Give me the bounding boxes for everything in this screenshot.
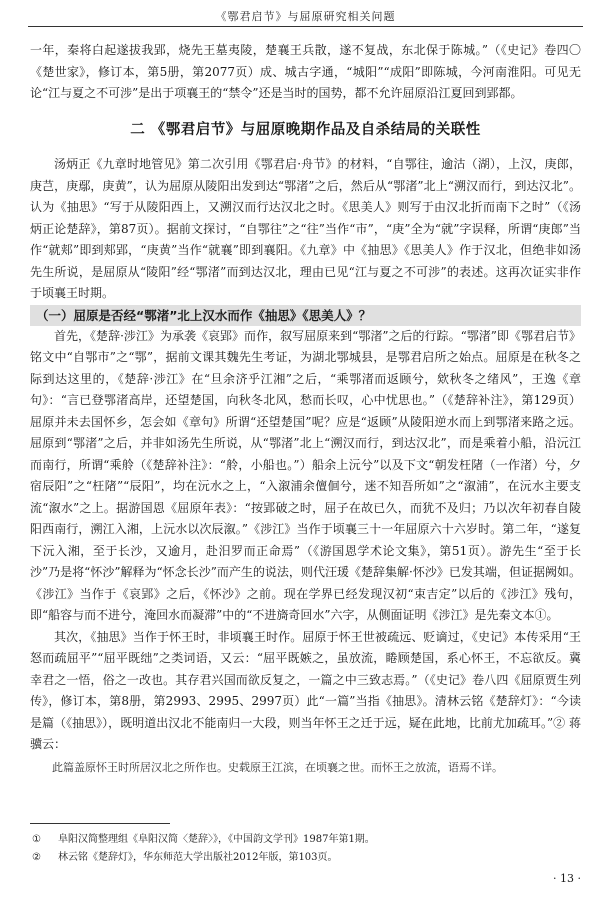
footnote — [32, 849, 572, 867]
footnote-text: 林云铭《楚辞灯》，华东师范大学出版社2012年版，第103页。 — [58, 852, 338, 863]
paragraph: 一年，秦将白起遂拔我郢，烧先王墓夷陵，楚襄王兵散，遂不复战，东北保于陈城。”（《史记》卷四〇《楚世家》，修订本，第5册，第2077页）成、城古字通，“城阳”“成阳”即陈城，今河南淮阳。可见无论“江与夏之不可涉”是出于项襄王的“禁令”还是当时的国势，都不允许屈原沿江夏回到郢都。 — [30, 43, 581, 100]
footnote-text: 阜阳汉简整理组《阜阳汉简〈楚辞〉》，《中国韵文学刊》1987年第1期。 — [58, 834, 375, 845]
block-quote: 此篇盖原怀王时所居汉北之所作也。史载原王江滨，在顷襄之世。而怀王之放流，语焉不详。 — [52, 760, 503, 774]
footnote-mark: ② — [32, 852, 41, 863]
main-text — [30, 40, 581, 778]
section-title: 二 《鄂君启节》与屈原晚期作品及自杀结局的关联性 — [130, 121, 481, 138]
footnote-rule — [30, 823, 170, 824]
footnotes — [32, 831, 572, 867]
paragraph: 其次，《抽思》当作于怀王时，非顷襄王时作。屈原于怀王世被疏远、贬谪过，《史记》本传采用“王怒而疏屈平”“屈平既绌”之类词语，又云：“屈平既嫉之，虽放流，睠顾楚国，系心怀王，不忘欲反。冀幸君之一悟，俗之一改也。其存君兴国而欲反复之，一篇之中三致志焉。”（《史记》卷八四《屈原贾生列传》，修订本，第8册，第2993、2995、2997页）此“一篇”当指《抽思》。清林云铭《楚辞灯》：“今读是篇（《抽思》），既明道出汉北不能南归一大段，则当年怀王之迁于远，疑在此地，比前尤加疏耳。”② 蒋骥云： — [30, 629, 581, 751]
paragraph: 汤炳正《九章时地管见》第二次引用《鄂君启·舟节》的材料，“自鄂往，逾沽（湖），上汉，庚郎，庚芑，庚鄢，庚黄”，认为屈原从陵阳出发到达“鄂渚”之后，然后从“鄂渚”北上“溯汉而行，到达汉北”。认为《抽思》“写于从陵阳西上，又溯汉而行达汉北之时。《思美人》则写于由汉北折而南下之时”（《汤炳正论楚辞》，第87页）。据前文探讨，“自鄂往”之“往”当作“市”，“庚”全为“就”字误释，所谓“庚郎”当作“就郏”即到郏郢，“庚黄”当作“就襄”即到襄阳。《九章》中《抽思》《思美人》作于汉北，但绝非如汤先生所说，是屈原从“陵阳”经“鄂渚”而到达汉北，理由已见“江与夏之不可涉”的表述。这再次证实非作于顷襄王时期。 — [30, 157, 582, 300]
subsection-title: （一）屈原是否经“鄂渚”北上汉水而作《抽思》《思美人》？ — [30, 305, 581, 326]
footnote — [32, 831, 572, 849]
page-number: · 13 · — [553, 872, 581, 885]
paragraph: 首先，《楚辞·涉江》为承袭《哀郢》而作，叙写屈原来到“鄂渚”之后的行踪。“鄂渚”即《鄂君启节》铭文中“自鄂市”之“鄂”，据前文课其魏先生考证，为湖北鄂城县，是鄂君启所之始点。屈原是在秋冬之际到达这里的，《楚辞·涉江》在“旦余济乎江湘”之后，“乘鄂渚而返顾兮，欸秋冬之绪风”，王逸《章句》：“言已登鄂渚高岸，还望楚国，向秋冬北风，愁而长叹，心中忧思也。”（《楚辞补注》，第129页）屈原并未去国怀乡，怎会如《章句》所谓“还望楚国”呢？应是“返顾”从陵阳逆水而上到鄂渚来路之远。屈原到“鄂渚”之后，并非如汤先生所说，从“鄂渚”北上“溯汉而行，到达汉北”，而是乘着小船，沿沅江而南行，所谓“乘舲（《楚辞补注》：“舲，小船也。”）船余上沅兮”以及下文“朝发枉陼（一作渚）兮，夕宿辰阳”之“枉陼”“辰阳”，均在沅水之上，“入溆浦余儃佪兮，迷不知吾所如”之“溆浦”，在沅水主要支流“溆水”之上。据游国恩《屈原年表》：“按郢破之时，屈子在故已久，而犹不及归；乃以次年初春自陵阳西南行，溯江入湘，上沅水以次辰溆。”《涉江》当作于顷襄三十一年屈原六十六岁时。第二年，“遂复下沅入湘，至于长沙，又逾月，赴汨罗而正命焉”（《游国恩学术论文集》，第51页）。游先生“至于长沙”乃是将“怀沙”解释为“怀念长沙”而产生的说法，则代汪瑗《楚辞集解·怀沙》已发其端，但证据阙如。《涉江》当作于《哀郢》之后，《怀沙》之前。现在学界已经发现汉初“束吉定”以后的《涉江》残句，即“船容与而不进兮，淹回水而凝滞”中的“不进旖奇回水”六字，从侧面证明《涉江》是先秦文本①。 — [30, 328, 581, 622]
footnote-mark: ① — [32, 834, 41, 845]
header-rule — [28, 26, 583, 27]
running-header: 《鄂君启节》与屈原研究相关问题 — [215, 10, 396, 23]
